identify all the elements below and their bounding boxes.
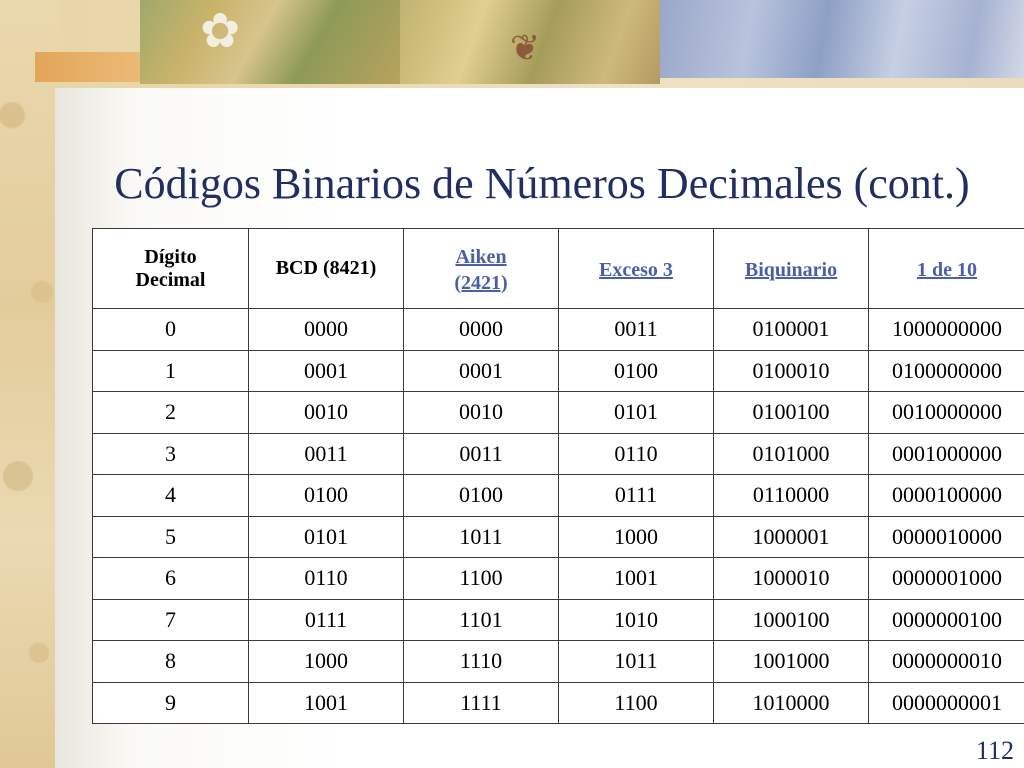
- table-cell: 0000010000: [869, 516, 1024, 558]
- table-cell: 4: [93, 475, 249, 517]
- binary-codes-table: [92, 228, 1024, 724]
- table-cell: 1000010: [714, 558, 869, 600]
- table-cell: 0001: [404, 350, 559, 392]
- table-cell: 1001000: [714, 641, 869, 683]
- table-cell: 0111: [249, 599, 404, 641]
- header-line[interactable]: 1 de 10: [917, 258, 977, 281]
- table-cell: 6: [93, 558, 249, 600]
- table-cell: 0000: [249, 309, 404, 351]
- decorative-banner-blue: [660, 0, 1024, 78]
- table-cell: 1001: [559, 558, 714, 600]
- table-cell: 0111: [559, 475, 714, 517]
- header-bcd: [249, 229, 404, 309]
- table-cell: 1000: [249, 641, 404, 683]
- header-line[interactable]: Aiken: [455, 245, 507, 268]
- table-cell: 0101000: [714, 433, 869, 475]
- table-cell: 0000: [404, 309, 559, 351]
- table-cell: 9: [93, 682, 249, 724]
- table-cell: 0011: [559, 309, 714, 351]
- table-row: [93, 641, 1024, 683]
- table-cell: 0100000000: [869, 350, 1024, 392]
- header-line[interactable]: (2421): [454, 271, 508, 294]
- table-cell: 0100100: [714, 392, 869, 434]
- table-cell: 0: [93, 309, 249, 351]
- table-row: [93, 558, 1024, 600]
- table-row: [93, 392, 1024, 434]
- table-cell: 0000000100: [869, 599, 1024, 641]
- table-cell: 1000: [559, 516, 714, 558]
- table-cell: 0000000001: [869, 682, 1024, 724]
- table-cell: 1101: [404, 599, 559, 641]
- table-cell: 2: [93, 392, 249, 434]
- table-row: [93, 433, 1024, 475]
- header-line: BCD (8421): [275, 257, 377, 279]
- table-cell: 0101: [559, 392, 714, 434]
- header-biquinario-link[interactable]: [714, 229, 869, 309]
- table-cell: 0010: [404, 392, 559, 434]
- table-cell: 0100010: [714, 350, 869, 392]
- header-exceso3-link[interactable]: [559, 229, 714, 309]
- table-cell: 1001: [249, 682, 404, 724]
- page-number: 112: [975, 736, 1014, 765]
- header-line[interactable]: Exceso 3: [599, 258, 673, 281]
- header-line[interactable]: Biquinario: [744, 258, 838, 281]
- table-cell: 0100: [404, 475, 559, 517]
- table-cell: 0100: [249, 475, 404, 517]
- decorative-banner-leaves: [140, 0, 400, 84]
- table-cell: 0100: [559, 350, 714, 392]
- background-parchment-left: [0, 0, 60, 768]
- table-cell: 1000100: [714, 599, 869, 641]
- table-cell: 1011: [559, 641, 714, 683]
- header-line: Decimal: [135, 268, 206, 291]
- table-cell: 0001000000: [869, 433, 1024, 475]
- table-cell: 8: [93, 641, 249, 683]
- table-cell: 7: [93, 599, 249, 641]
- table-cell: 1100: [559, 682, 714, 724]
- table-header-row: [93, 229, 1024, 309]
- header-decimal-digit: [93, 229, 249, 309]
- header-line: Dígito: [144, 245, 197, 268]
- table-cell: 1011: [404, 516, 559, 558]
- table-cell: 0000001000: [869, 558, 1024, 600]
- table-cell: 0100001: [714, 309, 869, 351]
- table-cell: 5: [93, 516, 249, 558]
- leaf-icon: ❦: [510, 28, 541, 68]
- table-row: [93, 475, 1024, 517]
- table-row: [93, 309, 1024, 351]
- header-1de10-link[interactable]: [869, 229, 1024, 309]
- table-row: [93, 682, 1024, 724]
- leaf-icon: ✿: [200, 5, 241, 58]
- table-cell: 0110: [249, 558, 404, 600]
- table-cell: 0010: [249, 392, 404, 434]
- table-cell: 0110000: [714, 475, 869, 517]
- table-cell: 1010000: [714, 682, 869, 724]
- table-cell: 1111: [404, 682, 559, 724]
- table-row: [93, 599, 1024, 641]
- table-cell: 0011: [249, 433, 404, 475]
- table-cell: 0110: [559, 433, 714, 475]
- slide-title: Códigos Binarios de Números Decimales (cont.): [114, 159, 970, 208]
- table-cell: 1: [93, 350, 249, 392]
- table-cell: 0001: [249, 350, 404, 392]
- table-cell: 0101: [249, 516, 404, 558]
- table-cell: 1110: [404, 641, 559, 683]
- table-cell: 1000001: [714, 516, 869, 558]
- table-row: [93, 516, 1024, 558]
- table-row: [93, 350, 1024, 392]
- table-cell: 3: [93, 433, 249, 475]
- table-cell: 1010: [559, 599, 714, 641]
- table-cell: 1000000000: [869, 309, 1024, 351]
- table-cell: 0011: [404, 433, 559, 475]
- table-cell: 0010000000: [869, 392, 1024, 434]
- header-aiken-link[interactable]: [404, 229, 559, 309]
- table-cell: 0000100000: [869, 475, 1024, 517]
- table-cell: 0000000010: [869, 641, 1024, 683]
- table-cell: 1100: [404, 558, 559, 600]
